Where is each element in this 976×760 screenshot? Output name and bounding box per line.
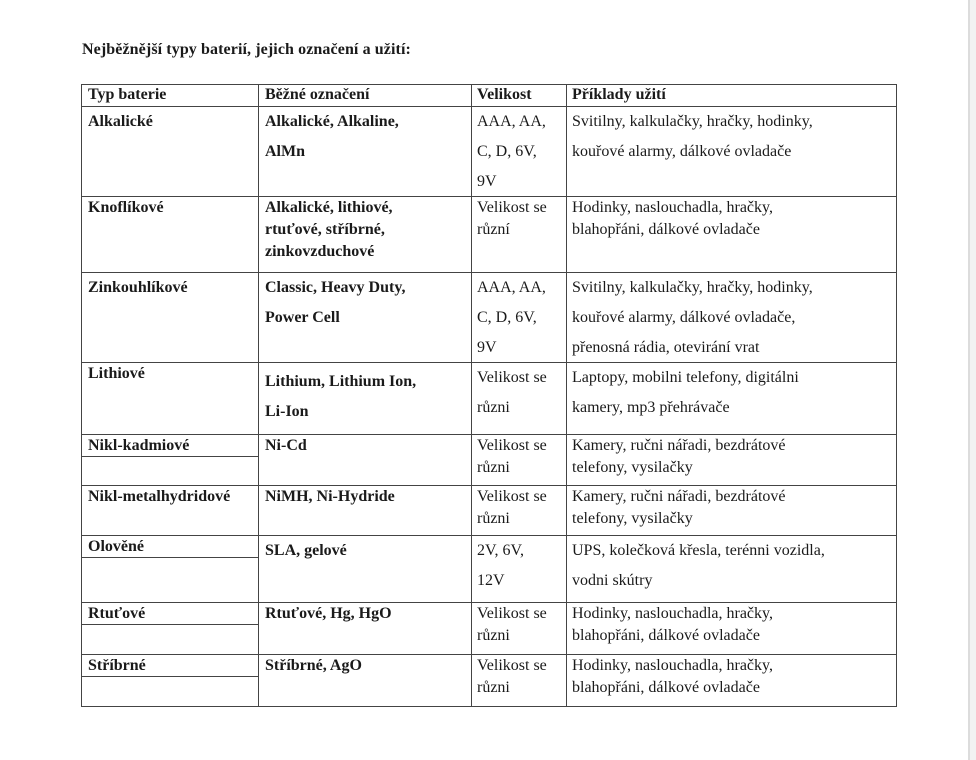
cell-size-line: 9V <box>477 339 497 356</box>
cell-designation-line: Li-Ion <box>265 403 309 420</box>
cell-designation <box>258 434 471 485</box>
cell-size-line: Velikost se <box>477 488 547 505</box>
cell-type-line: Zinkouhlíkové <box>88 279 188 296</box>
cell-designation <box>258 602 471 654</box>
cell-type <box>81 362 258 434</box>
cell-designation-line: SLA, gelové <box>265 542 347 559</box>
cell-size-line: C, D, 6V, <box>477 143 537 160</box>
cell-type-line: Rtuťové <box>88 605 146 622</box>
cell-divider <box>81 624 258 625</box>
header-uses: Příklady užití <box>566 84 897 106</box>
cell-designation-line: Stříbrné, AgO <box>265 657 362 674</box>
table-row <box>81 535 897 602</box>
cell-uses-line: přenosná rádia, otevirání vrat <box>572 339 760 356</box>
cell-uses-line: telefony, vysilačky <box>572 459 693 476</box>
cell-size <box>471 196 566 272</box>
cell-designation <box>258 535 471 602</box>
cell-uses-line: kouřové alarmy, dálkové ovladače <box>572 143 792 160</box>
document-heading: Nejběžnější typy baterií, jejich označení a užití: <box>82 41 411 58</box>
cell-designation <box>258 272 471 362</box>
cell-uses-line: Hodinky, naslouchadla, hračky, <box>572 199 773 216</box>
cell-uses-line: blahopřáni, dálkové ovladače <box>572 627 760 644</box>
cell-uses-line: blahopřáni, dálkové ovladače <box>572 221 760 238</box>
cell-uses-line: Svitilny, kalkulačky, hračky, hodinky, <box>572 279 813 296</box>
cell-uses <box>566 106 897 196</box>
cell-uses-line: blahopřáni, dálkové ovladače <box>572 679 760 696</box>
cell-uses <box>566 362 897 434</box>
cell-size <box>471 485 566 535</box>
cell-designation-line: rtuťové, stříbrné, <box>265 221 385 238</box>
cell-uses-line: kouřové alarmy, dálkové ovladače, <box>572 309 796 326</box>
cell-size-line: různí <box>477 221 510 238</box>
cell-type <box>81 196 258 272</box>
table-row <box>81 362 897 434</box>
cell-size <box>471 106 566 196</box>
cell-size-line: 2V, 6V, <box>477 542 524 559</box>
cell-type <box>81 535 258 602</box>
cell-type <box>81 654 258 706</box>
cell-uses-line: Kamery, ručni nářadi, bezdrátové <box>572 488 786 505</box>
cell-type <box>81 106 258 196</box>
cell-designation <box>258 654 471 706</box>
table-row <box>81 654 897 706</box>
cell-uses-line: Svitilny, kalkulačky, hračky, hodinky, <box>572 113 813 130</box>
cell-uses-line: Laptopy, mobilni telefony, digitálni <box>572 369 799 386</box>
cell-size-line: různi <box>477 459 510 476</box>
cell-size-line: Velikost se <box>477 657 547 674</box>
table-bottom-border <box>81 706 897 707</box>
cell-uses-line: Kamery, ručni nářadi, bezdrátové <box>572 437 786 454</box>
cell-designation-line: Lithium, Lithium Ion, <box>265 373 417 390</box>
cell-uses <box>566 654 897 706</box>
cell-size-line: Velikost se <box>477 199 547 216</box>
cell-size-line: Velikost se <box>477 437 547 454</box>
table-header-row <box>81 84 897 106</box>
cell-size <box>471 434 566 485</box>
header-designation: Běžné označení <box>258 84 471 106</box>
cell-size-line: Velikost se <box>477 605 547 622</box>
cell-size-line: různi <box>477 679 510 696</box>
cell-designation <box>258 196 471 272</box>
vertical-scrollbar[interactable] <box>968 0 976 760</box>
cell-designation-line: NiMH, Ni-Hydride <box>265 488 395 505</box>
cell-size <box>471 654 566 706</box>
table-row <box>81 196 897 272</box>
cell-uses <box>566 485 897 535</box>
cell-divider <box>81 557 258 558</box>
cell-size-line: Velikost se <box>477 369 547 386</box>
cell-designation-line: Alkalické, lithiové, <box>265 199 393 216</box>
cell-designation <box>258 485 471 535</box>
header-type: Typ baterie <box>81 84 258 106</box>
table-row <box>81 602 897 654</box>
header-size: Velikost <box>471 84 566 106</box>
cell-designation-line: Classic, Heavy Duty, <box>265 279 406 296</box>
cell-size-line: C, D, 6V, <box>477 309 537 326</box>
cell-designation <box>258 106 471 196</box>
cell-size-line: AAA, AA, <box>477 279 546 296</box>
cell-uses <box>566 196 897 272</box>
cell-size-line: různi <box>477 399 510 416</box>
table-row <box>81 106 897 196</box>
cell-uses-line: vodni skútry <box>572 572 653 589</box>
cell-size-line: 9V <box>477 173 497 190</box>
cell-uses <box>566 535 897 602</box>
cell-uses-line: kamery, mp3 přehrávače <box>572 399 730 416</box>
cell-type <box>81 485 258 535</box>
table-row <box>81 272 897 362</box>
cell-size-line: 12V <box>477 572 505 589</box>
table-row <box>81 434 897 485</box>
cell-size-line: různi <box>477 627 510 644</box>
cell-type-line: Nikl-kadmiové <box>88 437 190 454</box>
cell-designation-line: Alkalické, Alkaline, <box>265 113 399 130</box>
cell-uses <box>566 434 897 485</box>
cell-size <box>471 602 566 654</box>
cell-divider <box>81 456 258 457</box>
cell-size-line: různi <box>477 510 510 527</box>
cell-uses <box>566 272 897 362</box>
cell-uses-line: Hodinky, naslouchadla, hračky, <box>572 657 773 674</box>
cell-type-line: Nikl-metalhydridové <box>88 488 231 505</box>
cell-size <box>471 272 566 362</box>
cell-divider <box>81 676 258 677</box>
cell-uses-line: UPS, kolečková křesla, terénni vozidla, <box>572 542 825 559</box>
cell-uses <box>566 602 897 654</box>
cell-uses-line: Hodinky, naslouchadla, hračky, <box>572 605 773 622</box>
cell-size-line: AAA, AA, <box>477 113 546 130</box>
cell-designation-line: Rtuťové, Hg, HgO <box>265 605 392 622</box>
cell-designation <box>258 362 471 434</box>
cell-type <box>81 434 258 485</box>
table-row <box>81 485 897 535</box>
cell-designation-line: Ni-Cd <box>265 437 307 454</box>
cell-type <box>81 602 258 654</box>
cell-type-line: Stříbrné <box>88 657 146 674</box>
cell-designation-line: Power Cell <box>265 309 340 326</box>
cell-type-line: Alkalické <box>88 113 153 130</box>
cell-type-line: Lithiové <box>88 365 145 382</box>
cell-size <box>471 535 566 602</box>
cell-type-line: Olověné <box>88 538 144 555</box>
cell-size <box>471 362 566 434</box>
cell-type-line: Knoflíkové <box>88 199 164 216</box>
cell-designation-line: AlMn <box>265 143 305 160</box>
cell-designation-line: zinkovzduchové <box>265 243 375 260</box>
cell-type <box>81 272 258 362</box>
cell-uses-line: telefony, vysilačky <box>572 510 693 527</box>
